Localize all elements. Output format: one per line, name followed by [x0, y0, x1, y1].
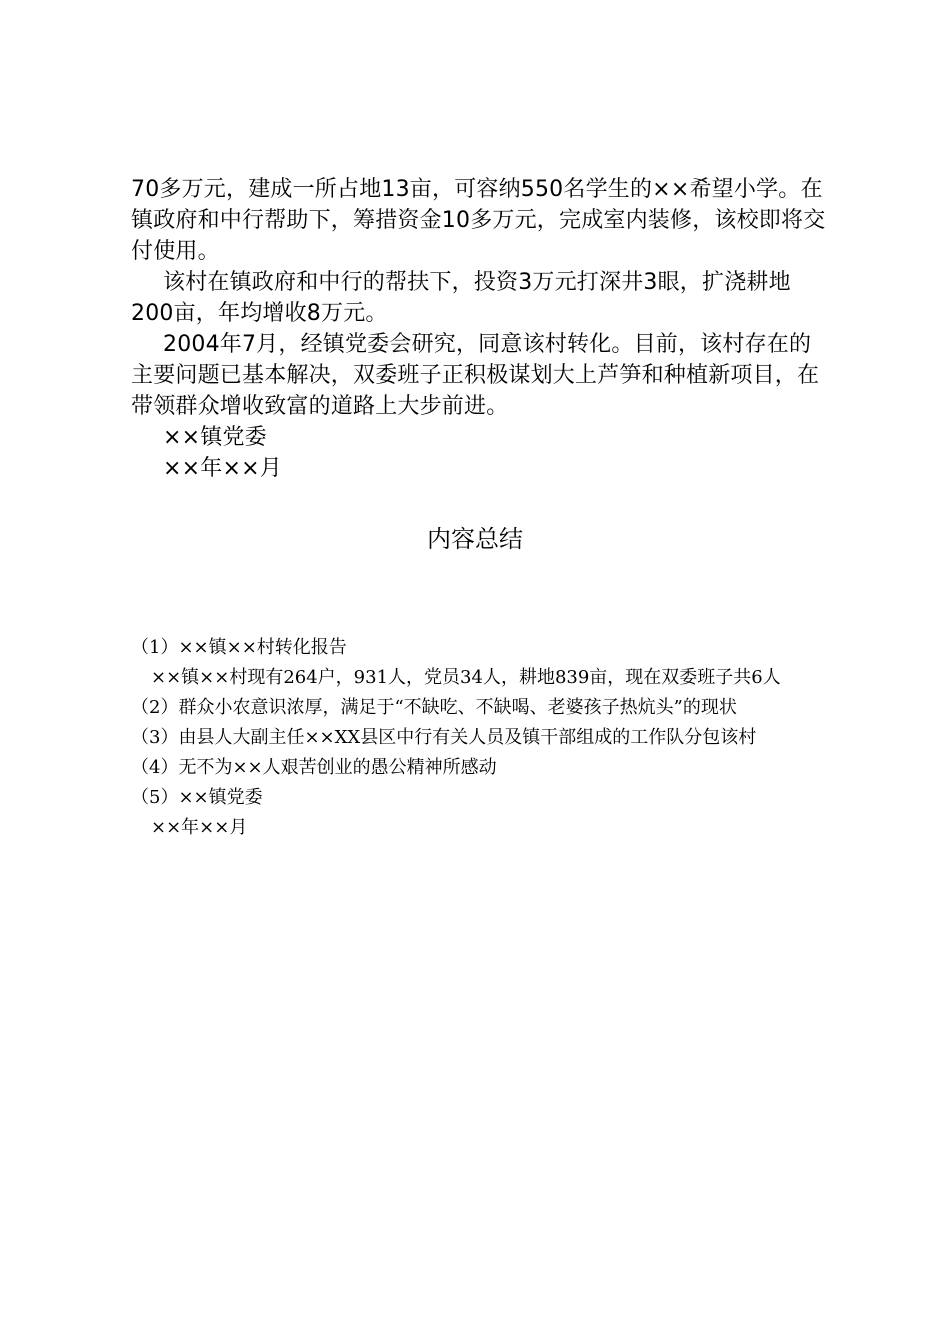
paragraph-wells: 该村在镇政府和中行的帮扶下，投资3万元打深井3眼，扩浇耕地200亩，年均增收8万元。 — [131, 270, 791, 326]
summary-item-5: （5）××镇党委 — [131, 787, 263, 808]
summary-heading: 内容总结 — [427, 525, 523, 553]
report-body — [131, 174, 831, 484]
summary-item-5-date: ××年××月 — [151, 817, 248, 838]
summary-item-1: （1）××镇××村转化报告 — [131, 637, 347, 658]
signature-line: ××镇党委 — [163, 425, 267, 450]
paragraph-transformation: 2004年7月，经镇党委会研究，同意该村转化。目前，该村存在的主要问题已基本解决，双委班子正积极谋划大上芦笋和种植新项目，在带领群众增收致富的道路上大步前进。 — [131, 332, 820, 419]
summary-item-4: （4）无不为××人艰苦创业的愚公精神所感动 — [131, 757, 497, 778]
date-line: ××年××月 — [163, 456, 282, 481]
summary-list — [131, 633, 831, 843]
summary-item-1-detail: ××镇××村现有264户，931人，党员34人，耕地839亩，现在双委班子共6人 — [151, 667, 781, 688]
summary-item-3: （3）由县人大副主任××XX县区中行有关人员及镇干部组成的工作队分包该村 — [131, 727, 757, 748]
summary-item-2: （2）群众小农意识浓厚，满足于“不缺吃、不缺喝、老婆孩子热炕头”的现状 — [131, 697, 737, 718]
paragraph-school: 70多万元，建成一所占地13亩，可容纳550名学生的××希望小学。在镇政府和中行帮助下，筹措资金10多万元，完成室内装修，该校即将交付使用。 — [131, 177, 826, 264]
